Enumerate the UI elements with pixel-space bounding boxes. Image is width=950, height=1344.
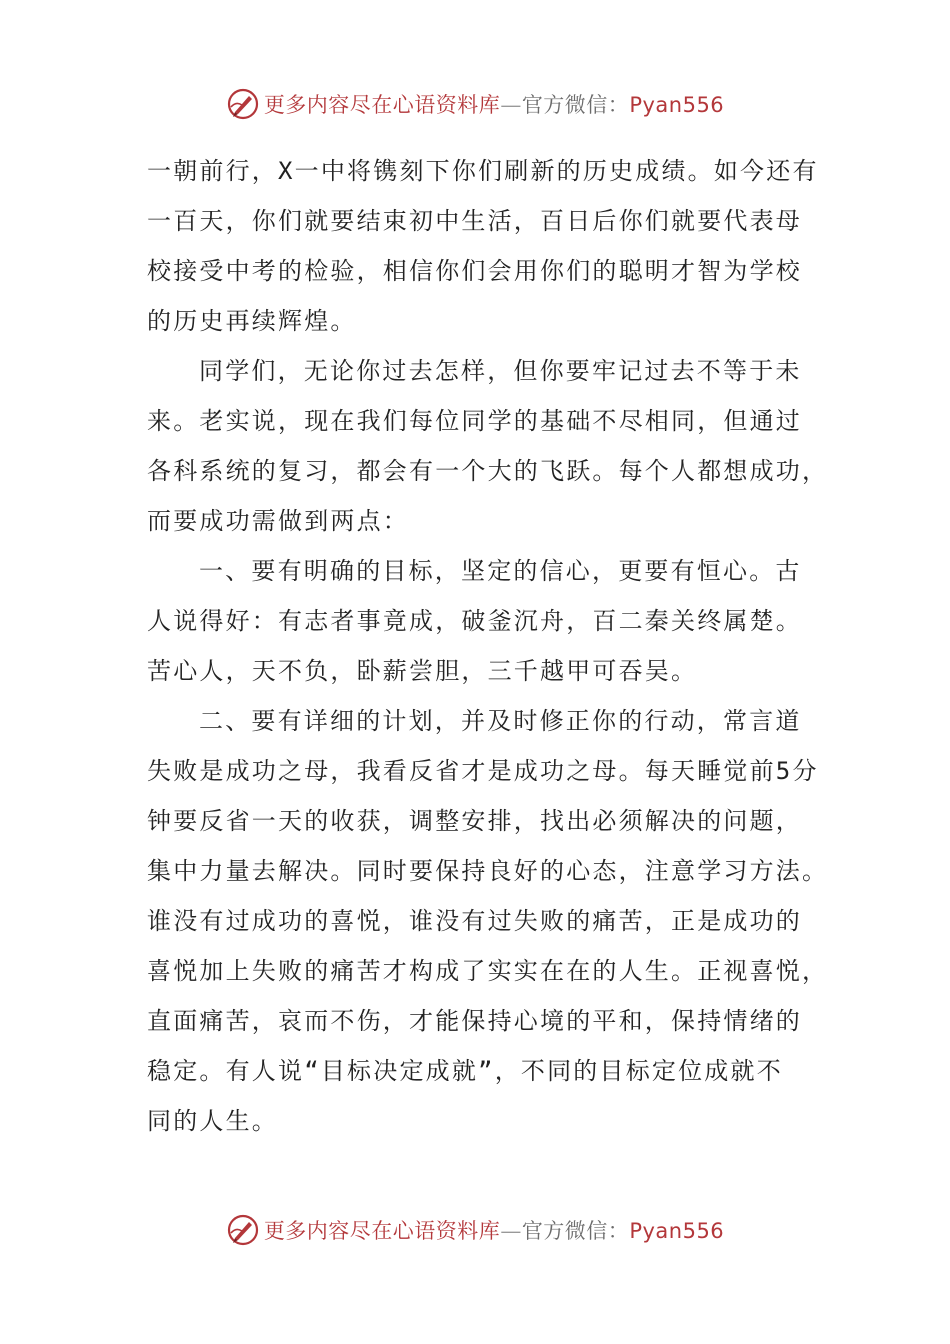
text-line: 一、要有明确的目标，坚定的信心，更要有恒心。古: [199, 557, 802, 585]
footer-banner: [0, 1210, 950, 1250]
text-line: 集中力量去解决。同时要保持良好的心态，注意学习方法。: [147, 857, 829, 885]
header-banner-text: [264, 89, 724, 119]
text-line: 的历史再续辉煌。: [147, 307, 357, 335]
banner-brand: 更多内容尽在心语资料库: [263, 93, 501, 117]
text-line: 喜悦加上失败的痛苦才构成了实实在在的人生。正视喜悦，: [147, 957, 829, 985]
banner-brand: 更多内容尽在心语资料库: [263, 1219, 501, 1243]
text-line: 谁没有过成功的喜悦，谁没有过失败的痛苦，正是成功的: [147, 907, 802, 935]
text-line: 二、要有详细的计划，并及时修正你的行动，常言道: [199, 707, 802, 735]
header-banner: [0, 84, 950, 124]
banner-wechat-id: Pyan556: [629, 93, 725, 117]
text-line: 苦心人，天不负，卧薪尝胆，三千越甲可吞吴。: [147, 657, 698, 685]
pen-logo-icon: [226, 87, 260, 121]
banner-label: 官方微信：: [521, 93, 630, 117]
pen-logo-icon: [226, 1213, 260, 1247]
text-line: 稳定。有人说“目标决定成就”，不同的目标定位成就不: [147, 1057, 783, 1085]
text-line: 各科系统的复习，都会有一个大的飞跃。每个人都想成功，: [147, 457, 829, 485]
text-line: 一百天，你们就要结束初中生活，百日后你们就要代表母: [147, 207, 802, 235]
text-line: 一朝前行，X一中将镌刻下你们刷新的历史成绩。如今还有: [147, 157, 819, 185]
text-line: 同的人生。: [147, 1107, 278, 1135]
footer-banner-text: [264, 1215, 724, 1245]
banner-label: 官方微信：: [521, 1219, 630, 1243]
text-line: 钟要反省一天的收获，调整安排，找出必须解决的问题，: [147, 807, 802, 835]
text-line: 同学们，无论你过去怎样，但你要牢记过去不等于未: [199, 357, 802, 385]
text-line: 人说得好：有志者事竟成，破釜沉舟，百二秦关终属楚。: [147, 607, 802, 635]
banner-separator: —: [500, 93, 522, 117]
banner-wechat-id: Pyan556: [629, 1219, 725, 1243]
text-line: 直面痛苦，哀而不伤，才能保持心境的平和，保持情绪的: [147, 1007, 802, 1035]
text-line: 来。老实说，现在我们每位同学的基础不尽相同，但通过: [147, 407, 802, 435]
text-line: 而要成功需做到两点：: [147, 507, 409, 535]
text-line: 失败是成功之母，我看反省才是成功之母。每天睡觉前5分: [147, 757, 819, 785]
body-text: [147, 146, 829, 1146]
banner-separator: —: [500, 1219, 522, 1243]
text-line: 校接受中考的检验，相信你们会用你们的聪明才智为学校: [147, 257, 802, 285]
